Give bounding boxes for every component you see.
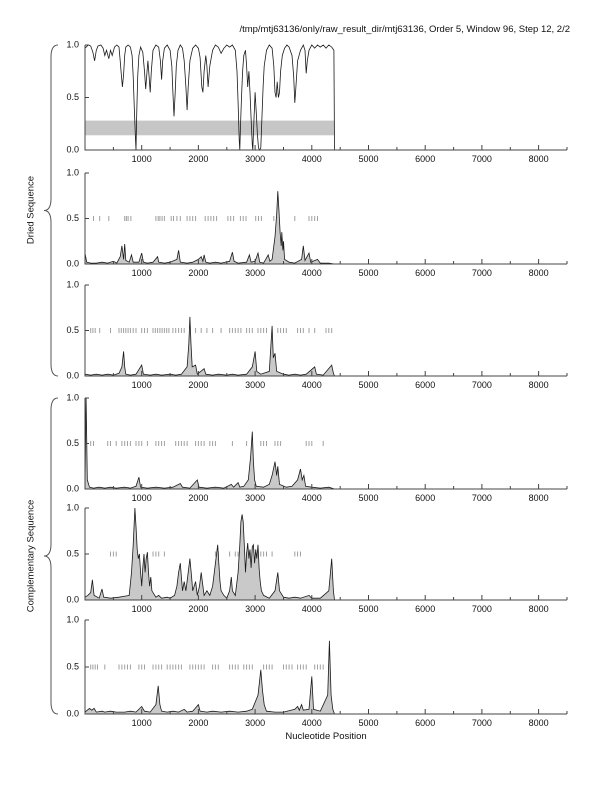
x-tick-label: 4000 <box>301 154 322 164</box>
y-tick-label: 0.0 <box>66 258 79 269</box>
x-tick-label: 4000 <box>301 268 322 278</box>
x-tick-label: 8000 <box>528 718 549 728</box>
x-tick-label: 1000 <box>131 154 152 164</box>
x-tick-label: 8000 <box>528 380 549 390</box>
mid-level-dashes <box>91 665 329 670</box>
mid-level-dashes <box>91 441 324 446</box>
x-tick-label: 2000 <box>188 268 209 278</box>
x-tick-label: 3000 <box>245 154 266 164</box>
x-tick-label: 3000 <box>245 604 266 614</box>
x-tick-label: 8000 <box>528 268 549 278</box>
x-tick-label: 3000 <box>245 268 266 278</box>
panel-complementary-panel-3 <box>66 614 567 728</box>
y-tick-label: 1.0 <box>66 502 79 513</box>
y-tick-label: 0.0 <box>66 370 79 381</box>
x-tick-label: 4000 <box>301 380 322 390</box>
panel-dried-panel-2 <box>66 167 567 278</box>
x-tick-label: 1000 <box>131 718 152 728</box>
x-tick-label: 6000 <box>415 604 436 614</box>
y-tick-label: 1.0 <box>66 39 79 50</box>
y-tick-label: 1.0 <box>66 392 79 403</box>
x-tick-label: 1000 <box>131 268 152 278</box>
x-tick-label: 6000 <box>415 154 436 164</box>
mid-level-dashes <box>94 216 318 221</box>
series-line <box>85 508 335 600</box>
x-tick-label: 2000 <box>188 718 209 728</box>
x-tick-label: 5000 <box>358 493 379 503</box>
x-tick-label: 2000 <box>188 493 209 503</box>
x-tick-label: 3000 <box>245 380 266 390</box>
x-tick-label: 8000 <box>528 493 549 503</box>
y-tick-label: 0.0 <box>66 594 79 605</box>
group-label-dried-sequence: Dried Sequence <box>25 175 37 245</box>
x-tick-label: 6000 <box>415 718 436 728</box>
x-tick-label: 7000 <box>471 380 492 390</box>
axes <box>85 398 567 489</box>
x-tick-label: 5000 <box>358 718 379 728</box>
x-tick-label: 7000 <box>471 718 492 728</box>
x-tick-label: 8000 <box>528 604 549 614</box>
x-tick-label: 7000 <box>471 493 492 503</box>
x-tick-label: 8000 <box>528 154 549 164</box>
y-tick-label: 1.0 <box>66 279 79 290</box>
x-tick-label: 4000 <box>301 604 322 614</box>
x-tick-label: 5000 <box>358 380 379 390</box>
brace-complementary-sequence <box>44 398 58 714</box>
y-tick-label: 0.0 <box>66 144 79 155</box>
panel-complementary-panel-2 <box>66 502 567 614</box>
brace-dried-sequence <box>44 45 58 376</box>
x-tick-label: 3000 <box>245 493 266 503</box>
x-tick-label: 1000 <box>131 493 152 503</box>
y-tick-label: 0.0 <box>66 708 79 719</box>
series-line <box>85 641 335 714</box>
y-tick-label: 0.5 <box>66 324 79 335</box>
y-tick-label: 0.5 <box>66 437 79 448</box>
series-fill <box>85 508 335 600</box>
series-fill <box>85 641 335 714</box>
y-tick-label: 1.0 <box>66 614 79 625</box>
panel-complementary-panel-1 <box>66 392 567 503</box>
x-axis-label: Nucleotide Position <box>285 731 367 742</box>
y-tick-label: 0.5 <box>66 91 79 102</box>
axes <box>85 508 567 600</box>
y-tick-label: 0.5 <box>66 212 79 223</box>
group-label-complementary-sequence: Complementary Sequence <box>25 499 37 613</box>
x-tick-label: 4000 <box>301 718 322 728</box>
mid-level-dashes <box>91 328 332 333</box>
panel-dried-panel-3 <box>66 279 567 390</box>
y-tick-label: 0.0 <box>66 483 79 494</box>
x-tick-label: 5000 <box>358 604 379 614</box>
series-line <box>85 191 335 264</box>
x-tick-label: 1000 <box>131 604 152 614</box>
x-tick-label: 3000 <box>245 718 266 728</box>
y-tick-label: 0.5 <box>66 548 79 559</box>
x-tick-label: 7000 <box>471 154 492 164</box>
x-tick-label: 7000 <box>471 604 492 614</box>
figure-title: /tmp/mtj63136/only/raw_result_dir/mtj63136, Order 5, Window 96, Step 12, 2/2 <box>239 24 570 35</box>
y-tick-label: 0.5 <box>66 661 79 672</box>
x-tick-label: 2000 <box>188 380 209 390</box>
x-tick-label: 7000 <box>471 268 492 278</box>
x-tick-label: 5000 <box>358 268 379 278</box>
x-tick-label: 5000 <box>358 154 379 164</box>
x-tick-label: 2000 <box>188 154 209 164</box>
axes <box>85 173 567 264</box>
x-tick-label: 2000 <box>188 604 209 614</box>
x-tick-label: 1000 <box>131 380 152 390</box>
x-tick-label: 6000 <box>415 268 436 278</box>
threshold-band <box>85 121 335 136</box>
series-fill <box>85 317 335 376</box>
x-tick-label: 6000 <box>415 380 436 390</box>
panel-dried-similarity-profile <box>66 39 567 164</box>
x-tick-label: 6000 <box>415 493 436 503</box>
x-tick-label: 4000 <box>301 493 322 503</box>
y-tick-label: 1.0 <box>66 167 79 178</box>
